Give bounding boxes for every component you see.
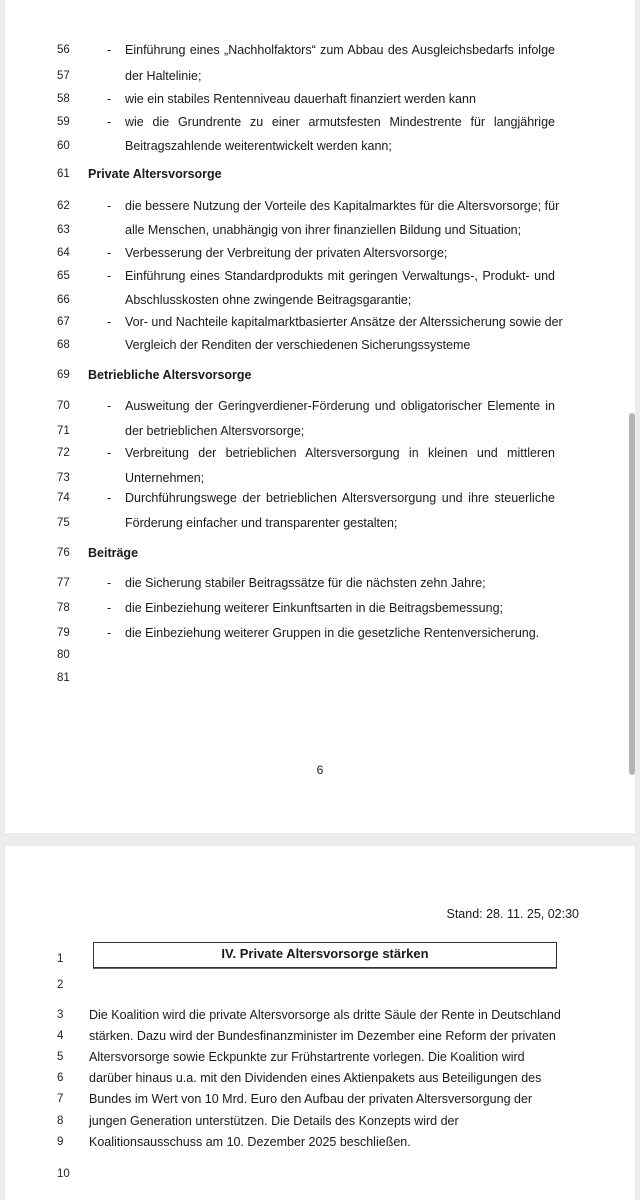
text-line [5,644,635,666]
line-number: 70 [57,400,70,412]
document-page-7 [5,846,635,1200]
status-timestamp: Stand: 28. 11. 25, 02:30 [446,907,579,921]
line-text: die Einbeziehung weiterer Gruppen in die gesetzliche Rentenversicherung. [125,626,540,640]
bullet-dash: - [107,115,112,129]
line-number: 10 [57,1168,70,1180]
line-number: 2 [57,979,64,991]
vertical-scrollbar[interactable] [629,413,635,775]
bullet-dash: - [107,246,112,260]
section-title-box: IV. Private Altersvorsorge stärken [93,942,557,968]
bullet-dash: - [107,92,112,106]
line-text: wie die Grundrente zu einer armutsfesten Mindestrente für langjährige [125,115,555,129]
line-text: Einführung eines „Nachholfaktors“ zum Abbau des Ausgleichsbedarfs infolge [125,43,555,57]
line-number: 72 [57,447,70,459]
line-number: 67 [57,316,70,328]
text-line [5,1004,635,1026]
line-text: die bessere Nutzung der Vorteile des Kapitalmarktes für die Altersvorsorge; für [125,199,560,213]
text-line [5,487,635,509]
line-number: 62 [57,200,70,212]
line-number: 75 [57,517,70,529]
line-number: 66 [57,294,70,306]
text-line [5,1088,635,1110]
text-line [5,572,635,594]
line-number: 7 [57,1093,64,1105]
text-line [5,395,635,417]
section-heading: Beiträge [88,546,139,560]
line-text: Die Koalition wird die private Altersvorsorge als dritte Säule der Rente in Deutschland [89,1008,561,1022]
line-number: 56 [57,44,70,56]
line-text: Durchführungswege der betrieblichen Altersversorgung und ihre steuerliche [125,491,555,505]
text-line [5,65,635,87]
line-number: 81 [57,672,70,684]
text-line [5,289,635,311]
text-line [5,163,635,185]
bullet-dash: - [107,576,112,590]
line-number: 3 [57,1009,64,1021]
line-text: stärken. Dazu wird der Bundesfinanzminister im Dezember eine Reform der privaten [89,1029,556,1043]
line-number: 59 [57,116,70,128]
text-line [5,364,635,386]
line-number: 78 [57,602,70,614]
line-number: 9 [57,1136,64,1148]
line-text: die Sicherung stabiler Beitragssätze für die nächsten zehn Jahre; [125,576,486,590]
line-number: 6 [57,1072,64,1084]
line-text: Verbesserung der Verbreitung der privaten Altersvorsorge; [125,246,448,260]
line-number: 8 [57,1115,64,1127]
text-line [5,667,635,689]
line-number: 61 [57,168,70,180]
text-line [5,334,635,356]
line-text: Vor- und Nachteile kapitalmarktbasierter Ansätze der Alterssicherung sowie der [125,315,563,329]
line-number: 76 [57,547,70,559]
line-text: jungen Generation unterstützen. Die Details des Konzepts wird der [89,1114,459,1128]
line-text: Beitragszahlende weiterentwickelt werden kann; [125,139,392,153]
text-line [5,512,635,534]
text-line [5,135,635,157]
section-heading: Private Altersvorsorge [88,167,222,181]
text-line [5,219,635,241]
text-line [5,1110,635,1132]
line-number: 74 [57,492,70,504]
line-number: 71 [57,425,70,437]
text-line [5,111,635,133]
text-line [5,542,635,564]
line-text: alle Menschen, unabhängig von ihrer finanziellen Bildung und Situation; [125,223,522,237]
line-text: Koalitionsausschuss am 10. Dezember 2025 beschließen. [89,1135,411,1149]
line-number: 77 [57,577,70,589]
line-number: 69 [57,369,70,381]
line-number: 64 [57,247,70,259]
line-text: Ausweitung der Geringverdiener-Förderung und obligatorischer Elemente in [125,399,555,413]
text-line [5,1131,635,1153]
text-line [5,442,635,464]
text-line [5,948,635,970]
line-text: der Haltelinie; [125,69,202,83]
section-heading: Betriebliche Altersvorsorge [88,368,252,382]
line-text: Altersvorsorge sowie Eckpunkte zur Frühstartrente vorlegen. Die Koalition wird [89,1050,525,1064]
line-number: 57 [57,70,70,82]
line-number: 58 [57,93,70,105]
line-number: 80 [57,649,70,661]
line-number: 1 [57,953,64,965]
line-text: wie ein stabiles Rentenniveau dauerhaft finanziert werden kann [125,92,476,106]
line-number: 65 [57,270,70,282]
text-line [5,265,635,287]
bullet-dash: - [107,626,112,640]
line-text: die Einbeziehung weiterer Einkunftsarten in die Beitragsbemessung; [125,601,504,615]
line-text: Bundes im Wert von 10 Mrd. Euro den Aufbau der privaten Altersversorgung der [89,1092,533,1106]
bullet-dash: - [107,446,112,460]
line-number: 68 [57,339,70,351]
text-line [5,39,635,61]
text-line [5,420,635,442]
line-text: Abschlusskosten ohne zwingende Beitragsgarantie; [125,293,412,307]
bullet-dash: - [107,43,112,57]
bullet-dash: - [107,269,112,283]
line-number: 5 [57,1051,64,1063]
document-page-6 [5,0,635,833]
line-text: Einführung eines Standardprodukts mit geringen Verwaltungs-, Produkt- und [125,269,555,283]
line-number: 63 [57,224,70,236]
line-text: Unternehmen; [125,471,205,485]
text-line [5,195,635,217]
text-line [5,1046,635,1068]
text-line [5,88,635,110]
line-number: 73 [57,472,70,484]
page-number: 6 [316,763,324,777]
line-number: 60 [57,140,70,152]
text-line [5,311,635,333]
bullet-dash: - [107,315,112,329]
bullet-dash: - [107,491,112,505]
text-line [5,622,635,644]
line-text: der betrieblichen Altersvorsorge; [125,424,305,438]
line-number: 4 [57,1030,64,1042]
text-line [5,1067,635,1089]
text-line [5,974,635,996]
line-number: 79 [57,627,70,639]
bullet-dash: - [107,601,112,615]
line-text: darüber hinaus u.a. mit den Dividenden eines Aktienpakets aus Beteiligungen des [89,1071,542,1085]
line-text: Vergleich der Renditen der verschiedenen Sicherungssysteme [125,338,471,352]
text-line [5,1163,635,1185]
line-text: Verbreitung der betrieblichen Altersversorgung in kleinen und mittleren [125,446,555,460]
text-line [5,467,635,489]
text-line [5,597,635,619]
text-line [5,1025,635,1047]
bullet-dash: - [107,399,112,413]
text-line [5,242,635,264]
line-text: Förderung einfacher und transparenter gestalten; [125,516,398,530]
bullet-dash: - [107,199,112,213]
